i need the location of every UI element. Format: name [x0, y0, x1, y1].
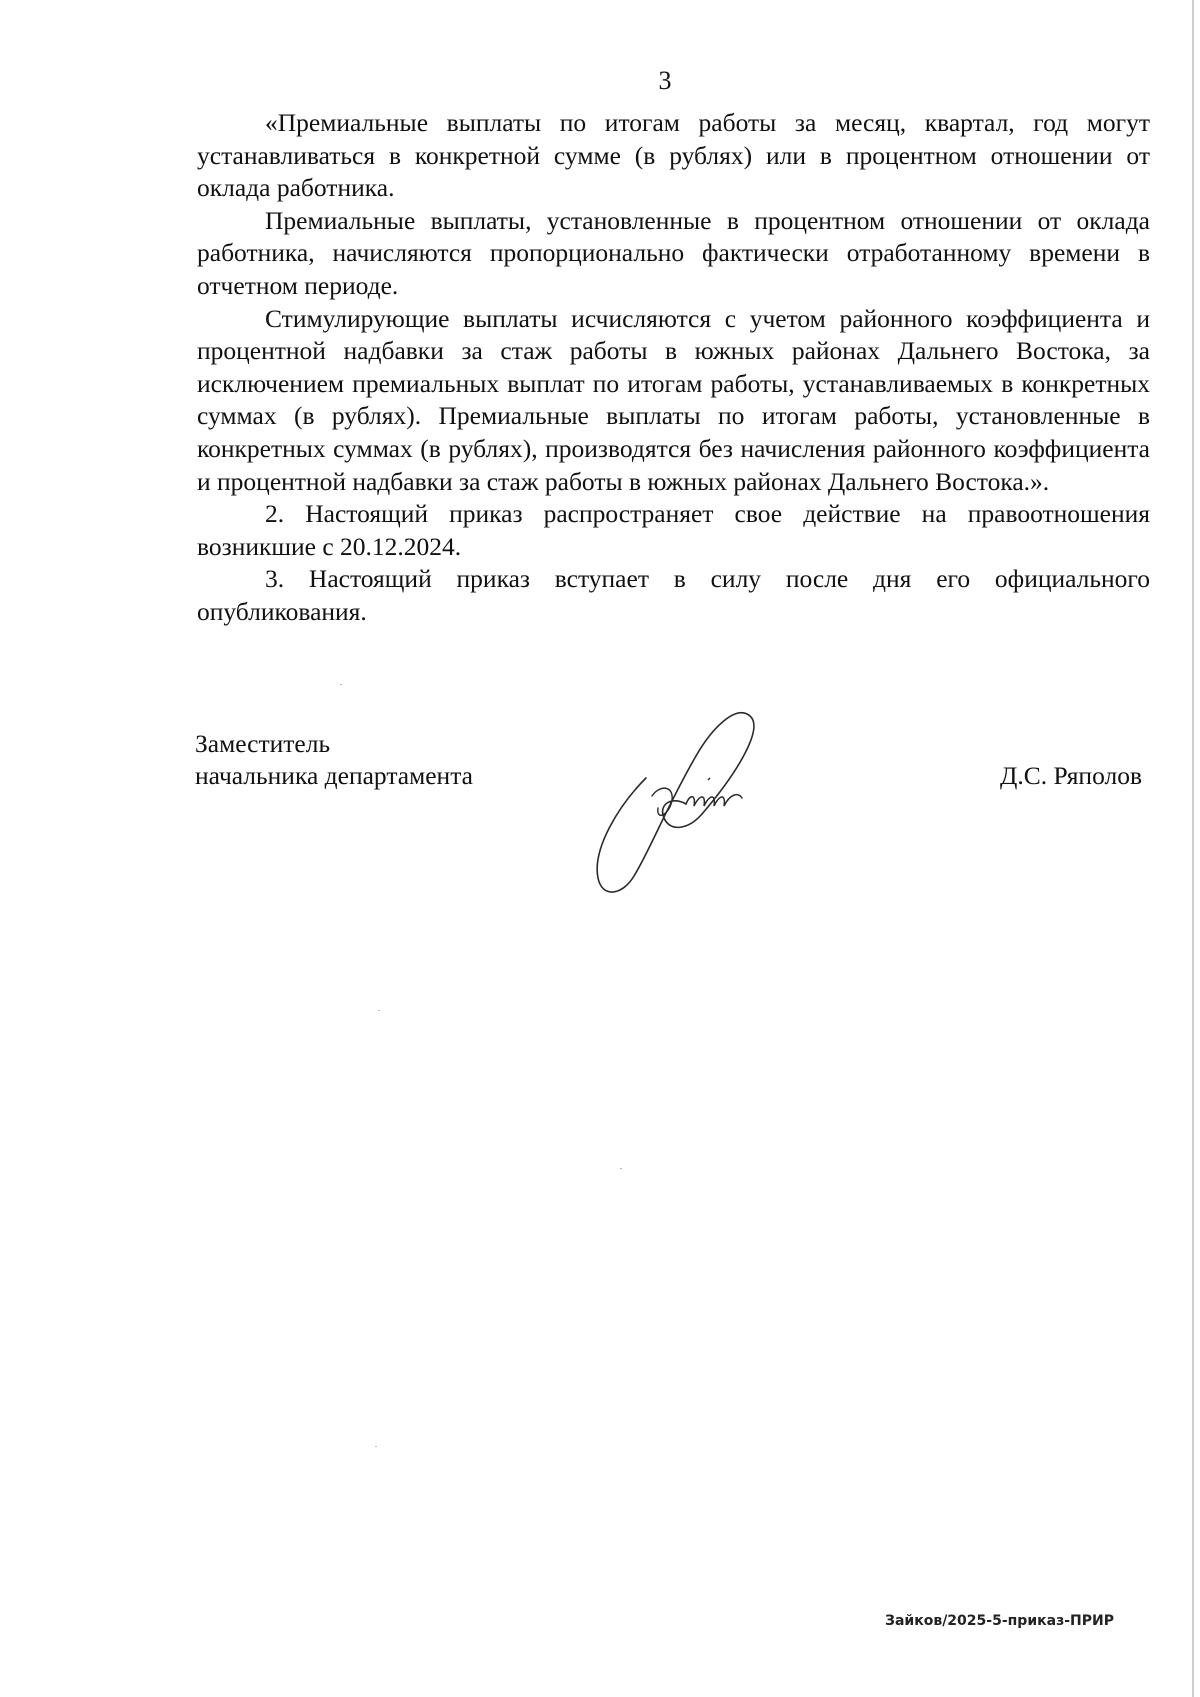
page-number: 3	[658, 66, 672, 95]
paragraph-bonus-amount: «Премиальные выплаты по итогам работы за месяц, квартал, год могут устанавливаться в конкретной сумме (в рублях) или в процентном отношении от оклада работника.	[197, 108, 1150, 203]
handwritten-signature	[588, 700, 788, 900]
document-body	[197, 107, 1150, 629]
scan-speck	[620, 1168, 622, 1169]
scan-speck	[375, 1446, 377, 1447]
position-line-2: начальника департамента	[195, 761, 473, 790]
paragraph-effective-scope: 2. Настоящий приказ распространяет свое действие на правоотношения возникшие с 20.12.2024.	[197, 499, 1150, 561]
signer-name: Д.С. Ряполов	[999, 761, 1142, 790]
paragraph-entry-into-force: 3. Настоящий приказ вступает в силу после дня его официального опубликования.	[197, 564, 1150, 626]
scan-speck	[340, 684, 342, 685]
position-line-1: Заместитель	[195, 729, 331, 758]
paragraph-incentive-payments: Стимулирующие выплаты исчисляются с учетом районного коэффициента и процентной надбавки за стаж работы в южных районах Дальнего Востока, за исключением премиальных выплат по итогам работы, устанавливаемых в конкретных суммах (в рублях). Премиальные выплаты по итогам работы, установленные в конкретных суммах (в рублях), производятся без начисления районного коэффициента и процентной надбавки за стаж работы в южных районах Дальнего Востока.».	[197, 303, 1150, 496]
scan-speck	[378, 1010, 380, 1011]
signatory-position	[195, 728, 473, 792]
paragraph-bonus-percent: Премиальные выплаты, установленные в процентном отношении от оклада работника, начисляются пропорционально фактически отработанному времени в отчетном периоде.	[197, 205, 1150, 300]
document-reference-code: Зайков/2025-5-приказ-ПРИР	[885, 1613, 1114, 1629]
scan-edge-line	[1192, 0, 1194, 1697]
